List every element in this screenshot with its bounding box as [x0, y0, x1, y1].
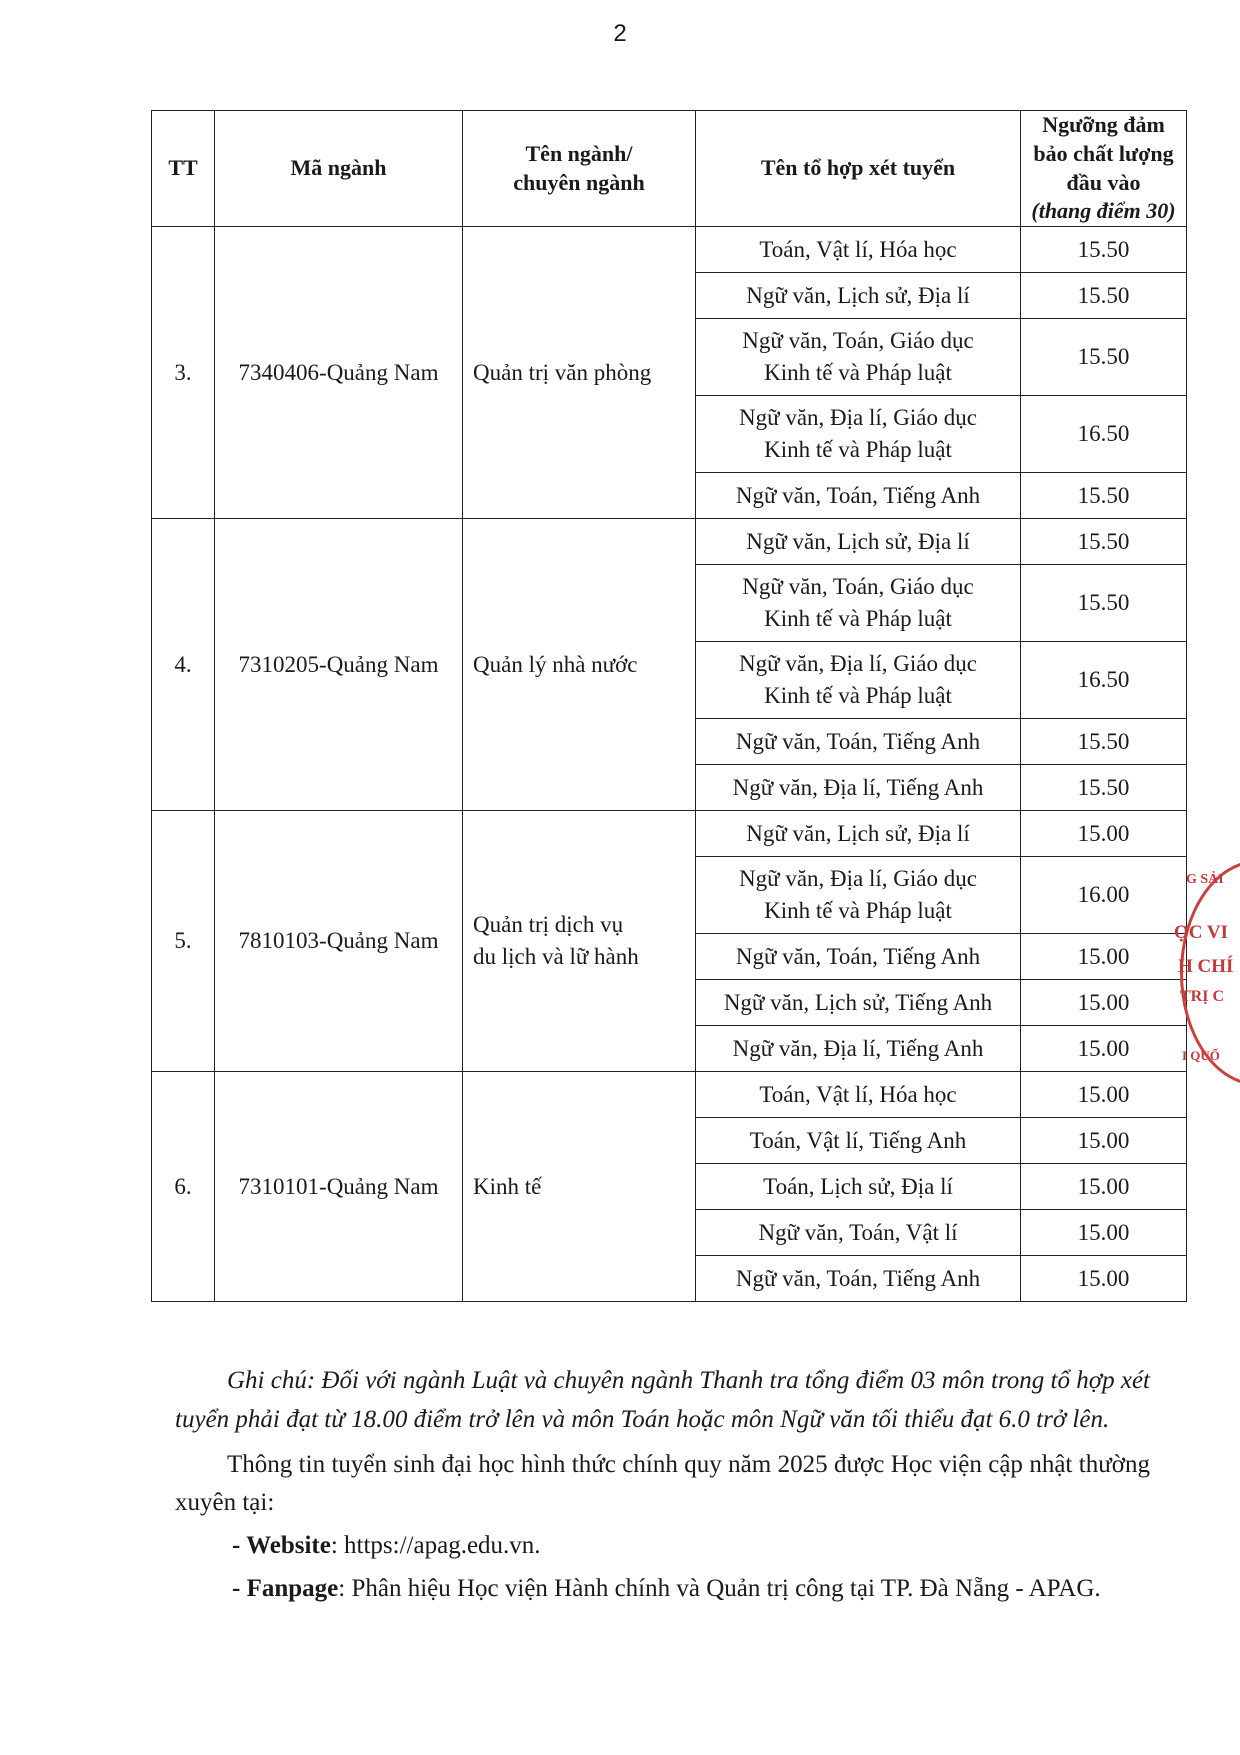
table-row — [152, 227, 1187, 273]
seal-text: ỌC VI — [1174, 922, 1229, 943]
combo-cell: Toán, Vật lí, Hóa học — [696, 1072, 1021, 1118]
row-tt: 6. — [152, 1072, 215, 1302]
combo-cell: Ngữ văn, Địa lí, Tiếng Anh — [696, 765, 1021, 811]
row-code: 7310101-Quảng Nam — [215, 1072, 463, 1302]
row-major-name: Quản trị văn phòng — [463, 227, 696, 519]
score-cell: 15.50 — [1021, 473, 1187, 519]
table-row — [152, 811, 1187, 857]
header-tt: TT — [152, 111, 215, 227]
notes-section — [175, 1362, 1150, 1609]
score-cell: 15.50 — [1021, 765, 1187, 811]
combo-cell: Ngữ văn, Lịch sử, Tiếng Anh — [696, 980, 1021, 1026]
row-major-name: Kinh tế — [463, 1072, 696, 1302]
table-row — [152, 519, 1187, 565]
score-cell: 16.50 — [1021, 396, 1187, 473]
combo-cell: Ngữ văn, Toán, Vật lí — [696, 1210, 1021, 1256]
row-major-name: Quản trị dịch vụ du lịch và lữ hành — [463, 811, 696, 1072]
row-code: 7340406-Quảng Nam — [215, 227, 463, 519]
score-cell: 15.00 — [1021, 934, 1187, 980]
score-cell: 15.00 — [1021, 811, 1187, 857]
combo-cell: Ngữ văn, Lịch sử, Địa lí — [696, 519, 1021, 565]
website-link[interactable]: : https://apag.edu.vn. — [330, 1532, 541, 1559]
combo-cell: Ngữ văn, Lịch sử, Địa lí — [696, 811, 1021, 857]
score-cell: 15.00 — [1021, 1118, 1187, 1164]
score-cell: 15.00 — [1021, 980, 1187, 1026]
combo-cell: Ngữ văn, Địa lí, Tiếng Anh — [696, 1026, 1021, 1072]
combo-cell: Ngữ văn, Địa lí, Giáo dục Kinh tế và Pháp luật — [696, 396, 1021, 473]
fanpage-link[interactable]: : Phân hiệu Học viện Hành chính và Quản trị công tại TP. Đà Nẵng - APAG. — [338, 1574, 1101, 1602]
red-seal-stamp — [1172, 860, 1240, 1085]
combo-cell: Ngữ văn, Địa lí, Giáo dục Kinh tế và Pháp luật — [696, 857, 1021, 934]
row-code: 7310205-Quảng Nam — [215, 519, 463, 811]
combo-cell: Toán, Vật lí, Tiếng Anh — [696, 1118, 1021, 1164]
row-tt: 4. — [152, 519, 215, 811]
table-row — [152, 1072, 1187, 1118]
score-cell: 15.50 — [1021, 565, 1187, 642]
website-label: - Website — [232, 1532, 331, 1559]
combo-cell: Ngữ văn, Toán, Tiếng Anh — [696, 719, 1021, 765]
combo-cell: Ngữ văn, Toán, Giáo dục Kinh tế và Pháp luật — [696, 319, 1021, 396]
combo-cell: Toán, Lịch sử, Địa lí — [696, 1164, 1021, 1210]
score-cell: 16.00 — [1021, 857, 1187, 934]
combo-cell: Ngữ văn, Toán, Tiếng Anh — [696, 473, 1021, 519]
score-cell: 15.50 — [1021, 273, 1187, 319]
row-code: 7810103-Quảng Nam — [215, 811, 463, 1072]
seal-text: I QUỐ — [1182, 1048, 1220, 1063]
header-combo: Tên tổ hợp xét tuyển — [696, 111, 1021, 227]
score-cell: 15.00 — [1021, 1026, 1187, 1072]
info-paragraph: Thông tin tuyển sinh đại học hình thức chính quy năm 2025 được Học viện cập nhật thường xuyên tại: — [175, 1450, 1150, 1517]
header-code: Mã ngành — [215, 111, 463, 227]
row-tt: 3. — [152, 227, 215, 519]
note-paragraph: Ghi chú: Đối với ngành Luật và chuyên ngành Thanh tra tổng điểm 03 môn trong tổ hợp xét tuyển phải đạt từ 18.00 điểm trở lên và môn Toán hoặc môn Ngữ văn tối thiểu đạt 6.0 trở lên. — [175, 1367, 1150, 1433]
page-number: 2 — [613, 20, 627, 47]
score-cell: 15.50 — [1021, 227, 1187, 273]
fanpage-label: - Fanpage — [232, 1574, 339, 1602]
combo-cell: Ngữ văn, Địa lí, Giáo dục Kinh tế và Pháp luật — [696, 642, 1021, 719]
score-cell: 16.50 — [1021, 642, 1187, 719]
fanpage-line — [175, 1570, 1150, 1609]
table-header-row — [152, 111, 1187, 227]
score-cell: 15.50 — [1021, 519, 1187, 565]
header-threshold: Ngưỡng đảm bảo chất lượng đầu vào (thang điểm 30) — [1021, 111, 1187, 227]
combo-cell: Ngữ văn, Lịch sử, Địa lí — [696, 273, 1021, 319]
score-cell: 15.00 — [1021, 1256, 1187, 1302]
row-tt: 5. — [152, 811, 215, 1072]
row-major-name: Quản lý nhà nước — [463, 519, 696, 811]
website-line — [175, 1527, 1150, 1566]
seal-text: G SẢI — [1186, 872, 1224, 887]
score-cell: 15.50 — [1021, 719, 1187, 765]
score-cell: 15.00 — [1021, 1164, 1187, 1210]
combo-cell: Ngữ văn, Toán, Giáo dục Kinh tế và Pháp luật — [696, 565, 1021, 642]
header-name: Tên ngành/ chuyên ngành — [463, 111, 696, 227]
score-cell: 15.00 — [1021, 1072, 1187, 1118]
score-cell: 15.00 — [1021, 1210, 1187, 1256]
combo-cell: Toán, Vật lí, Hóa học — [696, 227, 1021, 273]
seal-text: H CHÍ — [1178, 956, 1234, 977]
combo-cell: Ngữ văn, Toán, Tiếng Anh — [696, 1256, 1021, 1302]
admission-threshold-table — [151, 110, 1187, 1302]
combo-cell: Ngữ văn, Toán, Tiếng Anh — [696, 934, 1021, 980]
score-cell: 15.50 — [1021, 319, 1187, 396]
seal-text: TRỊ C — [1180, 988, 1225, 1005]
